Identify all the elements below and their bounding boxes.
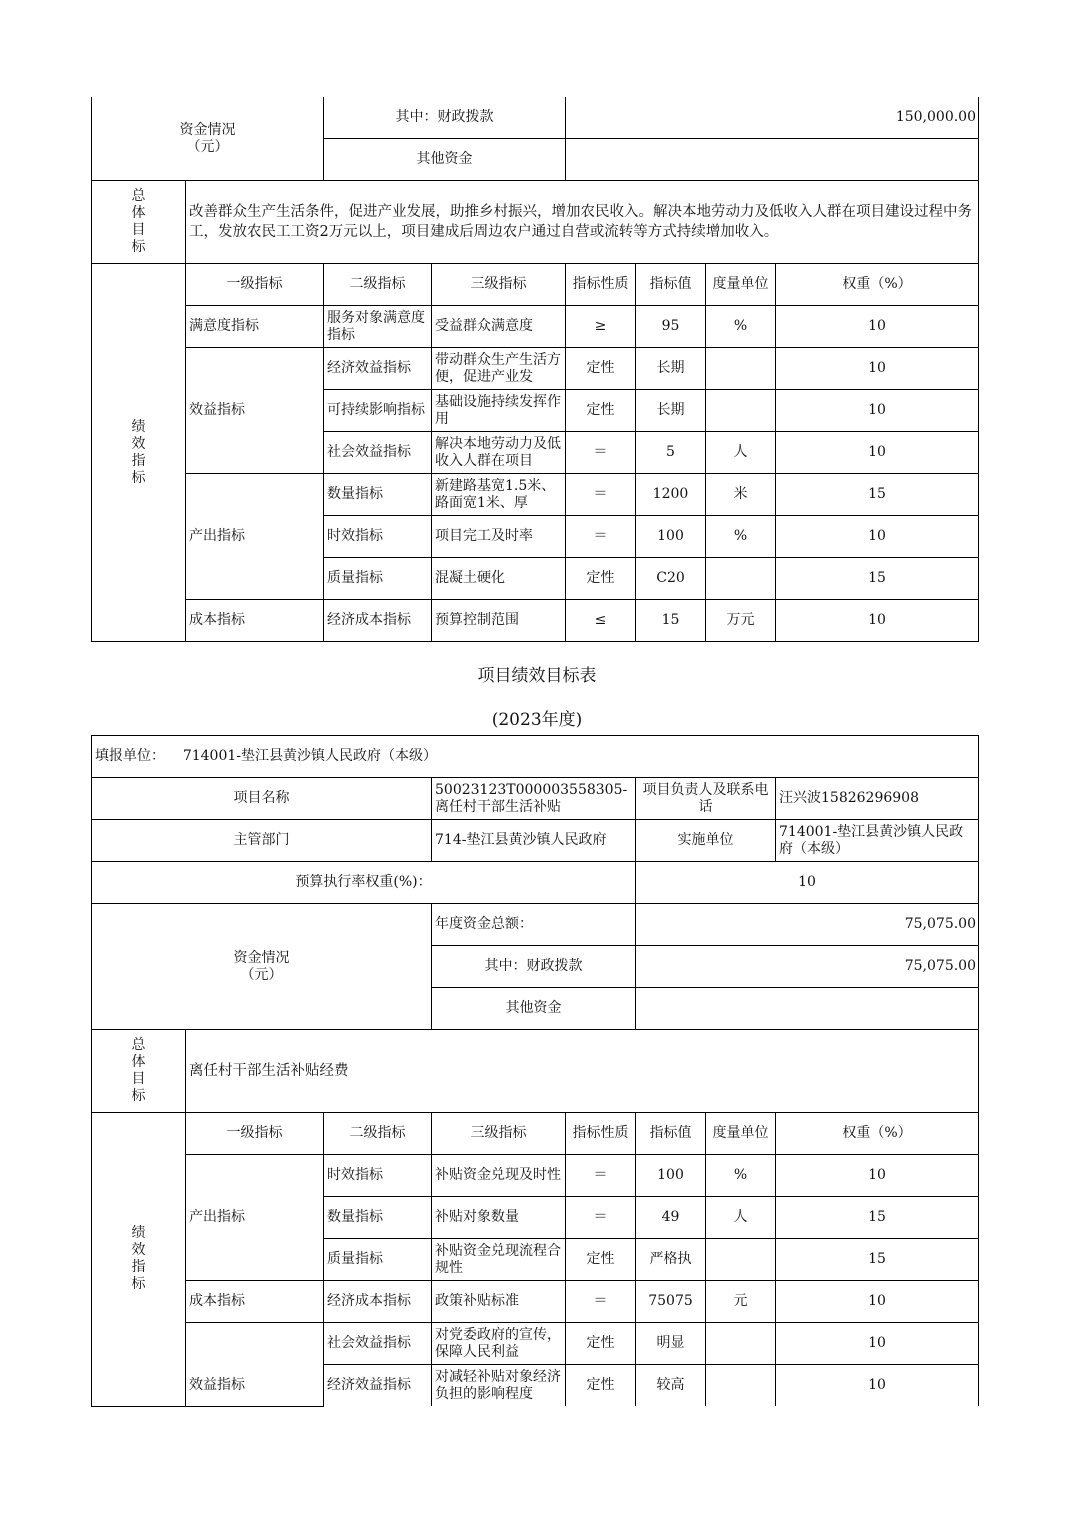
header-weight: 权重（%） [776,1113,979,1155]
level2-cell: 时效指标 [324,516,432,558]
table-row [92,306,979,348]
fiscal-label: 其中：财政拨款 [324,97,566,139]
weight-cell: 10 [776,1365,979,1407]
header-nature: 指标性质 [566,264,636,306]
header-value: 指标值 [636,1113,706,1155]
header-level3: 三级指标 [432,1113,566,1155]
header-nature: 指标性质 [566,1113,636,1155]
weight-cell: 10 [776,390,979,432]
weight-cell: 15 [776,1197,979,1239]
level2-cell: 质量指标 [324,1239,432,1281]
performance-table-2 [91,735,979,1407]
implementer-value: 714001-垫江县黄沙镇人民政府（本级） [776,820,979,862]
weight-cell: 10 [776,1155,979,1197]
nature-cell: 定性 [566,1239,636,1281]
budget-rate-label: 预算执行率权重(%)： [92,862,636,904]
weight-cell: 10 [776,348,979,390]
unit-cell: % [706,516,776,558]
overall-goal-text: 离任村干部生活补贴经费 [186,1030,979,1113]
value-cell: 5 [636,432,706,474]
level3-cell: 带动群众生产生活方便，促进产业发 [432,348,566,390]
fiscal-value: 75,075.00 [636,946,979,988]
nature-cell: 定性 [566,390,636,432]
unit-cell [706,558,776,600]
table-row [92,600,979,642]
level3-cell: 对党委政府的宣传，保障人民利益 [432,1323,566,1365]
fiscal-year: (2023年度) [491,710,583,730]
weight-cell: 15 [776,558,979,600]
budget-rate-value: 10 [636,862,979,904]
header-level3: 三级指标 [432,264,566,306]
value-cell: 严格执 [636,1239,706,1281]
nature-cell: ≤ [566,600,636,642]
header-level2: 二级指标 [324,1113,432,1155]
department-value: 714-垫江县黄沙镇人民政府 [432,820,636,862]
funds-label: 资金情况 （元） [92,904,432,1030]
overall-goal-label: 总 体 目 标 [92,1030,186,1113]
other-funds-label: 其他资金 [432,988,636,1030]
level2-cell: 可持续影响指标 [324,390,432,432]
table-row [92,348,979,390]
other-funds-label: 其他资金 [324,139,566,181]
level2-cell: 数量指标 [324,474,432,516]
unit-cell: % [706,1155,776,1197]
level1-cell: 成本指标 [186,1281,324,1323]
unit-cell [706,1365,776,1407]
overall-goal-label: 总 体 目 标 [92,181,186,264]
level2-cell: 经济效益指标 [324,348,432,390]
unit-cell [706,1239,776,1281]
other-funds-value [566,139,979,181]
value-cell: 100 [636,516,706,558]
weight-cell: 15 [776,1239,979,1281]
table-row [92,474,979,516]
value-cell: 长期 [636,348,706,390]
level1-cell: 满意度指标 [186,306,324,348]
overall-goal-text: 改善群众生产生活条件，促进产业发展，助推乡村振兴，增加农民收入。解决本地劳动力及低收入人群在项目建设过程中务工，发放农民工工资2万元以上，项目建成后周边农户通过自营或流转等方式持续增加收入。 [186,181,979,264]
level3-cell: 项目完工及时率 [432,516,566,558]
level1-cell: 产出指标 [186,1155,324,1281]
level3-cell: 政策补贴标准 [432,1281,566,1323]
project-leader-label: 项目负责人及联系电话 [636,778,776,820]
other-funds-value [636,988,979,1030]
unit-cell: % [706,306,776,348]
nature-cell: ＝ [566,1155,636,1197]
level1-cell: 效益指标 [186,348,324,474]
unit-cell: 元 [706,1281,776,1323]
header-unit: 度量单位 [706,1113,776,1155]
nature-cell: 定性 [566,558,636,600]
unit-cell [706,390,776,432]
implementer-label: 实施单位 [636,820,776,862]
performance-indicator-label: 绩 效 指 标 [92,264,186,642]
nature-cell: ＝ [566,516,636,558]
project-name-value: 50023123T000003558305-离任村干部生活补贴 [432,778,636,820]
unit-cell: 人 [706,432,776,474]
level1-cell: 产出指标 [186,474,324,600]
level2-cell: 社会效益指标 [324,1323,432,1365]
performance-table-1 [91,97,979,642]
performance-indicator-label: 绩 效 指 标 [92,1113,186,1407]
nature-cell: 定性 [566,348,636,390]
funds-label: 资金情况 （元） [92,97,324,181]
nature-cell: 定性 [566,1365,636,1407]
level3-cell: 预算控制范围 [432,600,566,642]
level3-cell: 对减轻补贴对象经济负担的影响程度 [432,1365,566,1407]
annual-funds-value: 75,075.00 [636,904,979,946]
value-cell: 49 [636,1197,706,1239]
header-level1: 一级指标 [186,1113,324,1155]
nature-cell: 定性 [566,1323,636,1365]
department-label: 主管部门 [92,820,432,862]
level1-cell: 效益指标 [186,1323,324,1407]
level3-cell: 补贴资金兑现及时性 [432,1155,566,1197]
fiscal-value: 150,000.00 [566,97,979,139]
level3-cell: 新建路基宽1.5米、路面宽1米、厚 [432,474,566,516]
nature-cell: ＝ [566,432,636,474]
value-cell: 15 [636,600,706,642]
value-cell: 100 [636,1155,706,1197]
weight-cell: 10 [776,516,979,558]
level2-cell: 经济成本指标 [324,1281,432,1323]
level2-cell: 数量指标 [324,1197,432,1239]
level3-cell: 补贴资金兑现流程合规性 [432,1239,566,1281]
level2-cell: 社会效益指标 [324,432,432,474]
header-value: 指标值 [636,264,706,306]
level2-cell: 质量指标 [324,558,432,600]
weight-cell: 10 [776,432,979,474]
weight-cell: 10 [776,1281,979,1323]
weight-cell: 10 [776,600,979,642]
header-weight: 权重（%） [776,264,979,306]
level3-cell: 混凝土硬化 [432,558,566,600]
table-row [92,1155,979,1197]
level3-cell: 补贴对象数量 [432,1197,566,1239]
unit-cell: 米 [706,474,776,516]
value-cell: 1200 [636,474,706,516]
table-row [92,1323,979,1365]
value-cell: 75075 [636,1281,706,1323]
value-cell: 明显 [636,1323,706,1365]
project-leader-value: 汪兴波15826296908 [776,778,979,820]
value-cell: 95 [636,306,706,348]
annual-funds-label: 年度资金总额： [432,904,636,946]
project-name-label: 项目名称 [92,778,432,820]
nature-cell: ＝ [566,1197,636,1239]
level2-cell: 经济效益指标 [324,1365,432,1407]
nature-cell: ＝ [566,474,636,516]
nature-cell: ＝ [566,1281,636,1323]
header-level1: 一级指标 [186,264,324,306]
page-title: 项目绩效目标表 [477,666,597,686]
level3-cell: 基础设施持续发挥作用 [432,390,566,432]
unit-cell [706,1323,776,1365]
unit-cell: 人 [706,1197,776,1239]
reporting-unit: 填报单位： 714001-垫江县黄沙镇人民政府（本级） [92,736,979,778]
fiscal-label: 其中：财政拨款 [432,946,636,988]
level3-cell: 解决本地劳动力及低收入人群在项目 [432,432,566,474]
weight-cell: 10 [776,306,979,348]
level3-cell: 受益群众满意度 [432,306,566,348]
level2-cell: 时效指标 [324,1155,432,1197]
unit-cell [706,348,776,390]
level2-cell: 经济成本指标 [324,600,432,642]
weight-cell: 15 [776,474,979,516]
table-row [92,1281,979,1323]
value-cell: 较高 [636,1365,706,1407]
value-cell: C20 [636,558,706,600]
weight-cell: 10 [776,1323,979,1365]
level2-cell: 服务对象满意度指标 [324,306,432,348]
header-unit: 度量单位 [706,264,776,306]
value-cell: 长期 [636,390,706,432]
header-level2: 二级指标 [324,264,432,306]
unit-cell: 万元 [706,600,776,642]
nature-cell: ≥ [566,306,636,348]
level1-cell: 成本指标 [186,600,324,642]
